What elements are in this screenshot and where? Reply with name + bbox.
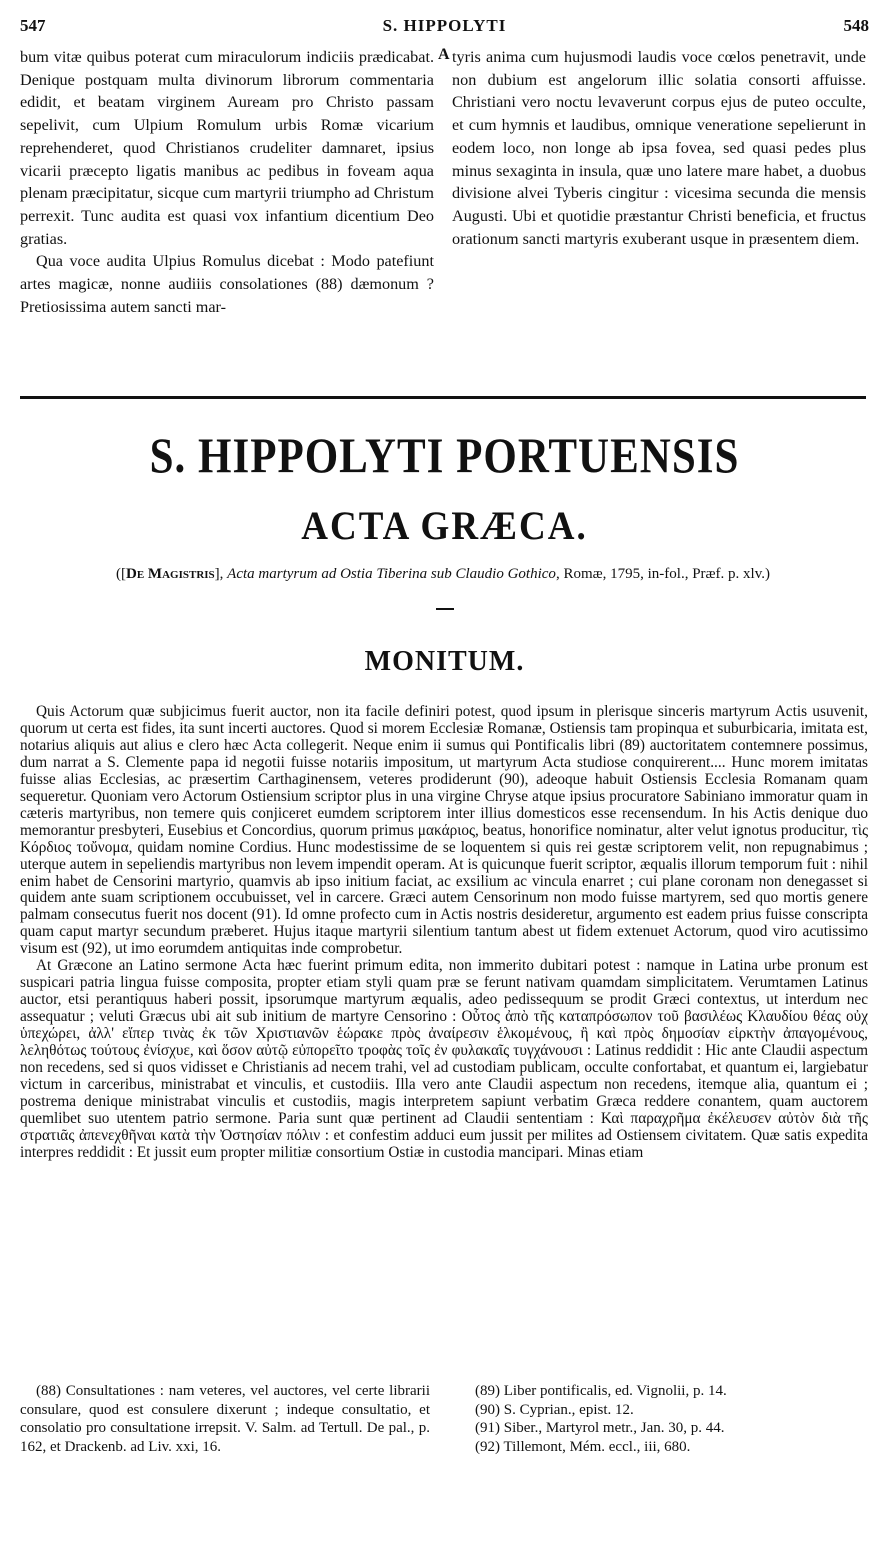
monitum-body	[20, 704, 868, 1162]
running-title: S. HIPPOLYTI	[382, 16, 507, 35]
sub-title: ACTA GRÆCA.	[301, 503, 588, 550]
footnote-91: (91) Siber., Martyrol metr., Jan. 30, p. 44.	[475, 1420, 725, 1437]
section-heading: MONITUM.	[364, 646, 525, 677]
horizontal-rule	[20, 396, 866, 399]
footnote-88: (88) Consultationes : nam veteres, vel auctores, vel certe librarii consulare, quod est consulere dixerunt ; indeque consultatio, et consolatio pro consultatione irrepsit. V. Salm. ad Tertull. De pal., p. 162, et Drackenb. ad Liv. xxi, 16.	[20, 1383, 430, 1455]
source-work: Acta martyrum ad Ostia Tiberina sub Claudio Gothico	[227, 566, 556, 582]
footnote-90: (90) S. Cyprian., epist. 12.	[475, 1401, 634, 1418]
body-paragraph-2: At Græcone an Latino sermone Acta hæc fuerint primum edita, non immerito dubitari potest : namque in Latina urbe pronum est suspicari patria lingua fuisse composita, propter etiam styli quam præ se ferunt nativam quamdam simplicitatem. Verumtamen Latinus auctor, etsi perantiquus haberi possit, ipsorumque martyrum æqualis, adeo pedissequum se prodit Græci contextus, ut interdum nec assequatur ; veluti Græcus ubi ait sub initium de martyre Censorino : Οὗτος ἀπὸ τῆς καταπρόσωπον τοῦ βασιλέως Κλαυδίου θέας οὐχ ὑπεχώρει, ἀλλ' εἴπερ τινὰς ἐκ τῶν Χριστιανῶν ἑώρακε πρὸς ἀναίρεσιν ἑλκομένους, ἢ καὶ πρὸς δημοσίαν εἱρκτὴν ἀπαγομένους, λεληθότως τούτους ἐνίσχυε, καὶ ὅσον αὐτῷ εὐπορεῖτο τροφὰς τοῖς ἐν φυλακαῖς τυγχάνουσι : Latinus reddidit : Hic ante Claudii aspectum non recedens, sed si quos vidisset e Christianis ad necem trahi, vel ad custodiam publicam, occulte confortabat, et quantum ei, largiebatur victum in carceribus, ministrabat et vinculis, et custodiis. Illa vero ante Claudii aspectum non recedens, itemque alia, quantum ei ; postrema denique ministrabat vinculis et custodiis, magis interpretem sapiunt verbatim Græca reddere conantem, quam auctorem quemlibet suo utentem patrio sermone. Paria sunt quæ pertinent ad Claudii sententiam : Καὶ παραχρῆμα ἐκέλευσεν αὐτὸν διὰ τῆς στρατιᾶς ἀπενεχθῆναι κατὰ τὴν Ὀστησίαν πόλιν : et confestim adduci eum jussit per milites ad Ostiensem civitatem. Quæ satis expedita interpres reddidit : Et jussit eum propter militiæ consortium Ostiæ in custodia mancipari. Minas etiam	[20, 957, 868, 1161]
running-header	[20, 16, 869, 38]
footnotes-right	[475, 1382, 865, 1456]
right-column	[452, 46, 866, 250]
footnote-92: (92) Tillemont, Mém. eccl., iii, 680.	[475, 1438, 691, 1455]
separator-dash	[436, 608, 454, 610]
page-number-left: 547	[20, 16, 46, 35]
source-author: De Magistris	[126, 566, 215, 582]
right-paragraph-1: tyris anima cum hujusmodi laudis voce cœlos penetravit, unde non dubium est angelorum illic solatia consorti affuisse. Christiani vero noctu levaverunt corpus ejus de puteo occulte, et cum hymnis et laudibus, omnique veneratione sepelierunt in eodem loco, non longe ab ipsa fovea, sed quasi pedes plus minus sexaginta in insula, quæ uno latere mare habet, a duobus divisione alvei Tyberis cingitur : vicesima secunda die mensis Augusti. Ubi et quotidie præstantur Christi beneficia, et fructus orationum sancti martyris exuberant usque in præsentem diem.	[452, 48, 866, 248]
footnote-89: (89) Liber pontificalis, ed. Vignolii, p. 14.	[475, 1383, 727, 1399]
page-number-right: 548	[843, 16, 869, 35]
source-citation	[20, 566, 866, 583]
footnotes-left	[20, 1382, 430, 1456]
left-paragraph-1: bum vitæ quibus poterat cum miraculorum indiciis prædicabat. Denique postquam multa divinorum librorum commentaria edidit, et beatam virginem Auream pro Christo passam sepelivit, cum Ulpium Romulum urbis Romæ vicarium reprehenderet, quod Christianos crudeliter damnaret, ipsius vicarii præcepto ligatis manibus ac pedibus in foveam aqua plenam præcipitatur, sicque cum martyrii triumpho ad Christum perrexit. Tunc audita est quasi vox infantium dicentium Deo gratias.	[20, 48, 434, 248]
main-title: S. HIPPOLYTI PORTUENSIS	[149, 429, 740, 484]
left-paragraph-2: Qua voce audita Ulpius Romulus dicebat : Modo patefiunt artes magicæ, nonne audiiis consolationes (88) dæmonum ? Pretiosissima autem sancti mar-	[20, 252, 434, 316]
source-imprint: , Romæ, 1795, in-fol., Præf. p. xlv.)	[555, 566, 770, 582]
column-marker: A	[438, 46, 450, 63]
bracket-open: ([	[116, 566, 127, 582]
bracket-close: ],	[214, 566, 224, 582]
body-paragraph-1: Quis Actorum quæ subjicimus fuerit auctor, non ita facile definiri potest, quod ipsum in plerisque sinceris martyrum Actis usuvenit, quorum ut certa est fides, ita sunt incerti auctores. Quod si morem Ecclesiæ Romanæ, Ostiensis tam propinqua et suburbicaria, imitata est, notarius aliquis aut alius e clero hæc Acta collegerit. Neque enim ii sumus qui Pontificalis libri (89) auctoritatem contemnere possimus, dum narrat a S. Clemente papa id negotii fuisse notariis impositum, ut martyrum Acta studiose conquirerent.... Hunc morem imitatas fuisse alias Ecclesias, ac præsertim Carthaginensem, veteres prodiderunt (90), adeoque habuit Ostiensis Ecclesia Romanam quam sequeretur. Quoniam vero Actorum Ostiensium scriptor plus in una virgine Chryse atque ipsius procuratore Sabiniano immoratur quam in cæteris martyribus, non temere quis conjiceret eumdem scriptorem inter illius domesticos esse recensendum. In his Actis denique duo memorantur presbyteri, Eusebius et Concordius, quorum primus μακάριος, beatus, honorifice nominatur, alter velut ignotus producitur, τὶς Κόρδιος τοὔνομα, quidam nomine Cordius. Hunc modestissime de se loquentem si quis rei gestæ scriptorem velit, non repugnabimus ; uterque autem in sepeliendis martyribus non levem impendit operam. At is quicunque fuerit scriptor, æqualis illorum temporum fuit : nihil enim habet de Censorini martyrio, quamvis ab ipso initium faciat, ac exsilium ac vincula enarret ; cui plane coronam non denegasset si quidem ante suam scriptionem occubuisset, vel in carcere. Græci autem Censorinum non modo fuisse martyrem, sed quo mortis genere palmam consecutus fuerit nos docent (91). Id omne profecto cum in Actis nostris desideretur, argumento est eadem prius fuisse conscripta quam caput martyr secundum præberet. Hujus itaque martyrii silentium tantum abest ut fidem extenuet Actorum, quod viro acutissimo visum est (92), ut imo eorumdem antiquitas inde comprobetur.	[20, 703, 868, 958]
left-column	[20, 46, 434, 318]
